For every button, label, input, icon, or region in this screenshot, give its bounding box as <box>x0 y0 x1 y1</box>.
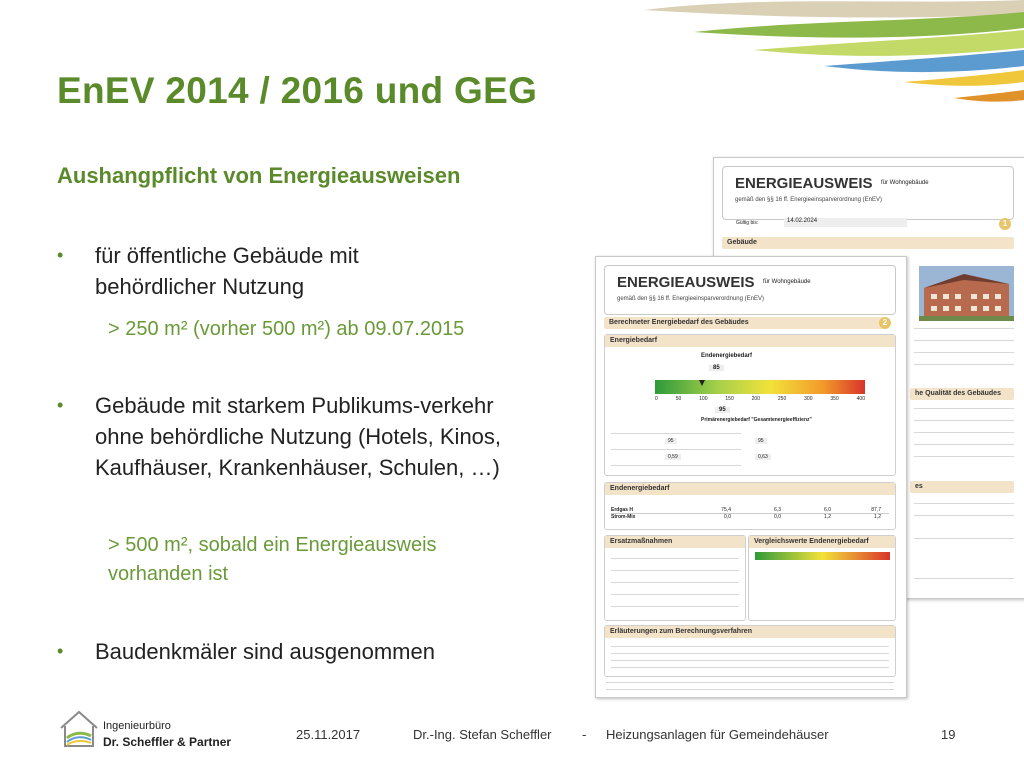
table-row <box>611 507 889 514</box>
table-cell: 0,0 <box>724 514 731 520</box>
efficiency-scale <box>655 380 865 394</box>
table-row <box>611 514 889 520</box>
bullet-text: für öffentliche Gebäude mit behördlicher Nutzung <box>95 243 359 299</box>
value-c: 0,59 <box>665 454 681 460</box>
section-endenergiebedarf <box>604 482 896 530</box>
scale-label: 150 <box>725 396 734 402</box>
section-vergleichswerte <box>748 535 896 621</box>
footer-author: Dr.-Ing. Stefan Scheffler <box>413 727 552 742</box>
table-cell: 87,7 <box>871 507 881 513</box>
section-erlaeuterungen <box>604 625 896 677</box>
band-energiebedarf: Berechneter Energiebedarf des Gebäudes <box>604 317 884 329</box>
section-heading: Energiebedarf <box>605 335 895 347</box>
page-number: 19 <box>941 727 956 742</box>
energy-certificate-page-2 <box>595 256 907 698</box>
section-heading: Ersatzmaßnahmen <box>605 536 745 548</box>
scale-label: 200 <box>751 396 760 402</box>
scale-label: 400 <box>856 396 865 402</box>
footer-topic: Heizungsanlagen für Gemeindehäuser <box>606 727 829 742</box>
bullet-subtext: > 250 m² (vorher 500 m²) ab 09.07.2015 <box>108 318 465 340</box>
table-cell: 6,0 <box>824 507 831 513</box>
certificate-heading-suffix: für Wohngebäude <box>881 180 929 186</box>
table-cell: Erdgas H <box>611 507 633 513</box>
bullet-subtext: > 500 m², sobald ein Energieausweis vorhanden ist <box>108 534 437 585</box>
section-ersatzmassnahmen <box>604 535 746 621</box>
slide-title: EnEV 2014 / 2016 und GEG <box>57 70 538 111</box>
scale-labels <box>655 396 865 402</box>
company-name-line2: Dr. Scheffler & Partner <box>103 735 232 749</box>
company-logo-icon <box>58 708 100 750</box>
certificate-heading-suffix: für Wohngebäude <box>763 279 811 285</box>
building-photo <box>919 266 1014 321</box>
certificate-header <box>722 166 1014 220</box>
endenergie-table <box>611 507 889 520</box>
certificate-heading: ENERGIEAUSWEIS <box>735 175 873 192</box>
primaer-label: Primärenergiebedarf "Gesamtenergieeffizienz" <box>701 417 812 423</box>
primaer-value: 95 <box>715 407 730 413</box>
table-cell: 1,2 <box>874 514 881 520</box>
bullet-icon: • <box>57 641 64 661</box>
certificate-subline: gemäß den §§ 16 ff. Energieeinsparverordnung (EnEV) <box>617 296 764 302</box>
scale-label: 300 <box>804 396 813 402</box>
slide-subtitle: Aushangpflicht von Energieausweisen <box>57 163 461 188</box>
certificate-header <box>604 265 896 315</box>
valid-date: 14.02.2024 <box>784 218 907 227</box>
section-energiebedarf <box>604 334 896 476</box>
section-heading: Vergleichswerte Endenergiebedarf <box>749 536 895 548</box>
page-badge: 2 <box>879 317 891 329</box>
bullet-icon: • <box>57 395 64 415</box>
certificate-subline: gemäß den §§ 16 ff. Energieeinsparverordnung (EnEV) <box>735 197 882 203</box>
section-quality: he Qualität des Gebäudes <box>910 388 1014 400</box>
value-a: 95 <box>665 438 677 444</box>
table-cell: 1,2 <box>824 514 831 520</box>
scale-label: 50 <box>675 396 682 402</box>
endenergie-label: Endenergiebedarf <box>701 353 753 359</box>
value-b: 95 <box>755 438 767 444</box>
value-d: 0,63 <box>755 454 771 460</box>
comparison-scale <box>755 552 890 578</box>
certificate-heading: ENERGIEAUSWEIS <box>617 274 755 291</box>
company-name-line1: Ingenieurbüro <box>103 720 171 732</box>
section-hinweise: es <box>910 481 1014 493</box>
table-cell: 6,3 <box>774 507 781 513</box>
table-cell: 75,4 <box>721 507 731 513</box>
bullet-icon: • <box>57 245 64 265</box>
bullet-text: Gebäude mit starkem Publikums-verkehr ohne behördliche Nutzung (Hotels, Kinos, Kaufhäuser, Krankenhäuser, Schulen, …) <box>95 393 502 480</box>
bullet-text: Baudenkmäler sind ausgenommen <box>95 639 435 664</box>
table-cell: Strom-Mix <box>611 514 636 520</box>
page-badge: 1 <box>999 218 1011 230</box>
valid-label: Gültig bis: <box>736 220 759 226</box>
section-heading: Endenergiebedarf <box>605 483 895 495</box>
section-gebaeude: Gebäude <box>722 237 1014 249</box>
section-heading: Erläuterungen zum Berechnungsverfahren <box>605 626 895 638</box>
table-cell: 0,0 <box>774 514 781 520</box>
scale-label: 250 <box>777 396 787 402</box>
scale-label: 350 <box>830 396 839 402</box>
footer-date: 25.11.2017 <box>296 727 361 742</box>
decorative-swoosh <box>604 0 1024 110</box>
endenergie-value: 85 <box>709 365 724 371</box>
footer-separator: - <box>582 727 587 742</box>
scale-label: 100 <box>699 396 708 402</box>
scale-label: 0 <box>655 396 658 402</box>
